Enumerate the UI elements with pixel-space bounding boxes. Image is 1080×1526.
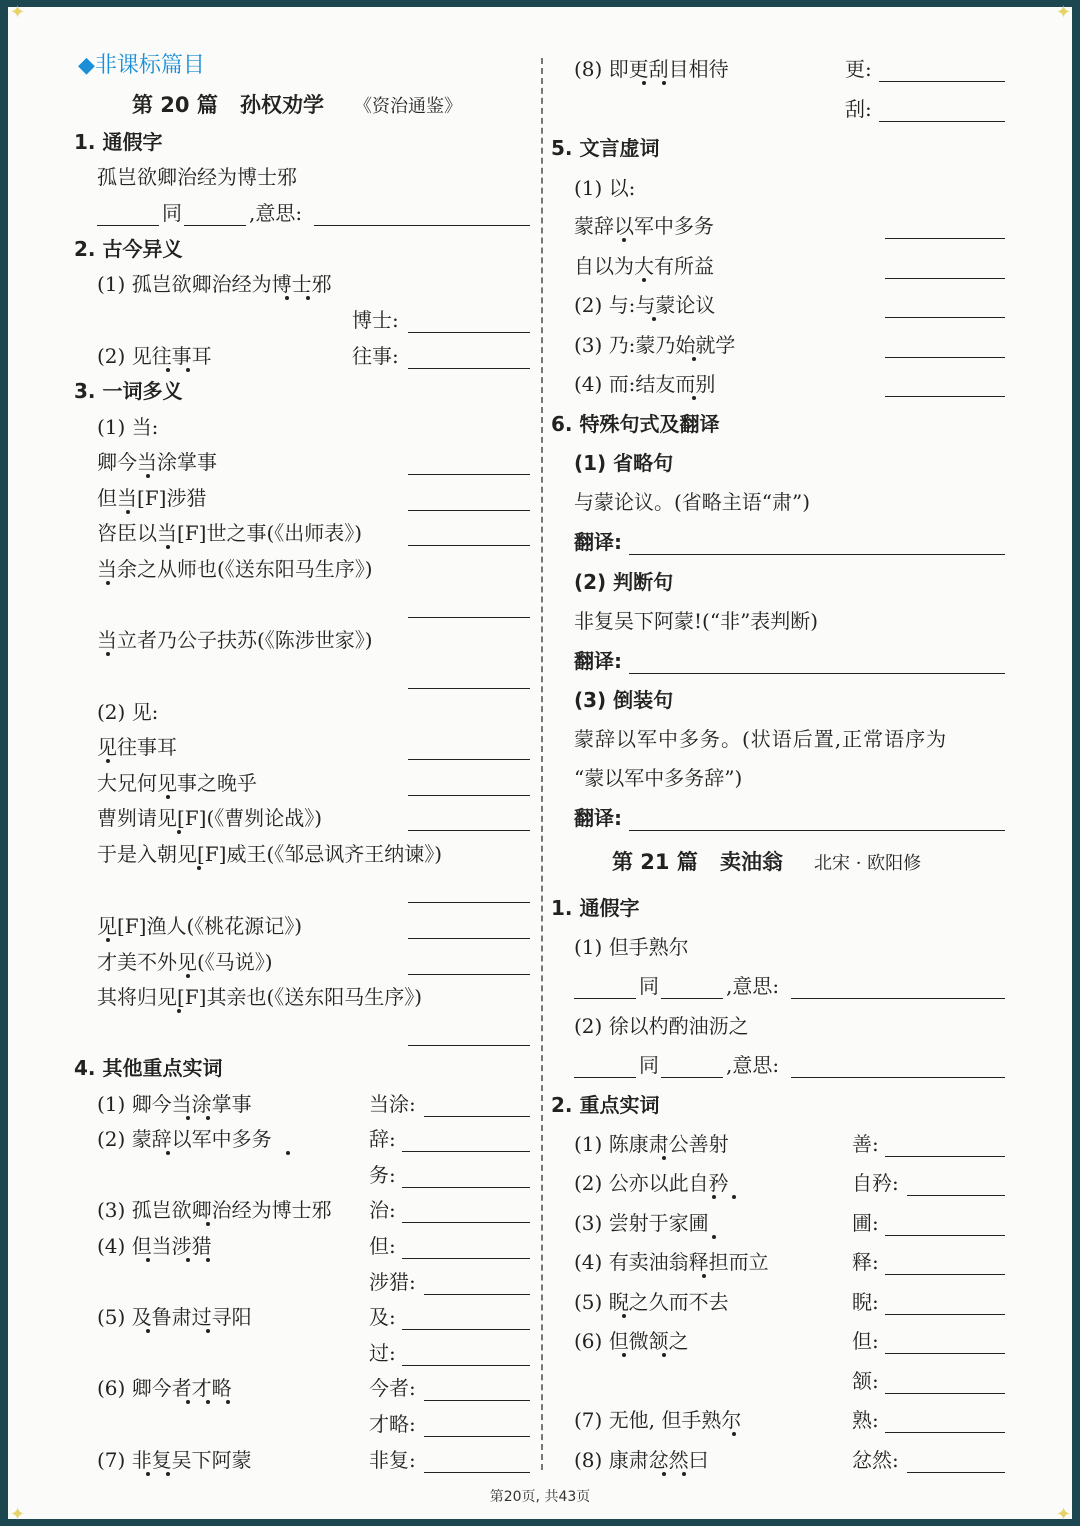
- emphasis-dot: [177, 1009, 181, 1013]
- section-heading: 2. 古今异义: [74, 237, 183, 261]
- page-footer: 第20页, 共43页: [489, 1489, 591, 1505]
- question-text: (2) 蒙辞以军中多务: [97, 1127, 272, 1151]
- answer-blank[interactable]: [661, 998, 723, 999]
- question-text: 于是入朝见[F]威王(《邹忌讽齐王纳谏》): [97, 842, 443, 866]
- worksheet-page: [8, 7, 1072, 1519]
- emphasis-dot: [166, 1151, 170, 1155]
- question-text: (5) 睨之久而不去: [574, 1290, 729, 1314]
- answer-blank[interactable]: [408, 332, 530, 333]
- label-meaning: ,意思:: [249, 201, 303, 225]
- term-label: 颔:: [852, 1369, 879, 1393]
- term-label: 但:: [369, 1234, 396, 1258]
- sub-heading: (1) 省略句: [574, 451, 674, 475]
- question-text: (2) 见:: [97, 700, 159, 724]
- emphasis-dot: [732, 1195, 736, 1199]
- answer-blank[interactable]: [791, 998, 1005, 999]
- emphasis-dot: [146, 1472, 150, 1476]
- answer-blank[interactable]: [629, 554, 1005, 555]
- emphasis-dot: [206, 1222, 210, 1226]
- answer-blank[interactable]: [885, 1314, 1005, 1315]
- emphasis-dot: [286, 1151, 290, 1155]
- question-text: (1) 但手熟尔: [574, 935, 689, 959]
- answer-blank[interactable]: [408, 688, 530, 689]
- label-translate: 翻译:: [574, 530, 622, 554]
- answer-blank[interactable]: [885, 396, 1005, 397]
- corner-star-icon: ✦: [10, 2, 26, 23]
- label-tong: 同: [639, 1053, 659, 1077]
- section-heading: 5. 文言虚词: [551, 136, 660, 160]
- question-text: 当立者乃公子扶苏(《陈涉世家》): [97, 628, 373, 652]
- label-tong: 同: [162, 201, 182, 225]
- answer-blank[interactable]: [885, 1353, 1005, 1354]
- question-text: (7) 无他, 但手熟尔: [574, 1408, 742, 1432]
- answer-blank[interactable]: [885, 1156, 1005, 1157]
- answer-blank[interactable]: [402, 1187, 530, 1188]
- lesson-title: 卖油翁: [720, 850, 783, 874]
- term-label: 博士:: [352, 308, 399, 332]
- emphasis-dot: [197, 866, 201, 870]
- question-text: (8) 即更刮目相待: [574, 57, 729, 81]
- emphasis-dot: [146, 1329, 150, 1333]
- emphasis-dot: [146, 1258, 150, 1262]
- term-label: 非复:: [369, 1448, 416, 1472]
- question-text: (4) 而:结友而别: [574, 372, 716, 396]
- emphasis-dot: [106, 759, 110, 763]
- question-text: 与蒙论议。(省略主语“肃”): [574, 490, 811, 514]
- term-label: 今者:: [369, 1376, 416, 1400]
- term-label: 自矜:: [852, 1171, 899, 1195]
- emphasis-dot: [226, 1400, 230, 1404]
- term-label: 睨:: [852, 1290, 879, 1314]
- emphasis-dot: [662, 1353, 666, 1357]
- emphasis-dot: [177, 830, 181, 834]
- answer-blank[interactable]: [402, 1151, 530, 1152]
- answer-blank[interactable]: [424, 1400, 530, 1401]
- answer-blank[interactable]: [629, 830, 1005, 831]
- emphasis-dot: [166, 795, 170, 799]
- term-label: 熟:: [852, 1408, 879, 1432]
- question-text: 曹刿请见[F](《曹刿论战》): [97, 806, 323, 830]
- answer-blank[interactable]: [424, 1436, 530, 1437]
- question-text: (2) 公亦以此自矜: [574, 1171, 729, 1195]
- question-text: (2) 与:与蒙论议: [574, 293, 716, 317]
- label-tong: 同: [639, 974, 659, 998]
- term-label: 过:: [369, 1341, 396, 1365]
- sub-heading: (2) 判断句: [574, 570, 674, 594]
- question-text: (4) 有卖油翁释担而立: [574, 1250, 769, 1274]
- emphasis-dot: [285, 296, 289, 300]
- answer-blank[interactable]: [879, 81, 1005, 82]
- label-translate: 翻译:: [574, 649, 622, 673]
- question-text: (1) 卿今当涂掌事: [97, 1092, 252, 1116]
- section-heading: 6. 特殊句式及翻译: [551, 412, 720, 436]
- answer-blank[interactable]: [885, 278, 1005, 279]
- corner-star-icon: ✦: [10, 1504, 26, 1525]
- question-text: 蒙辞以军中多务: [574, 214, 714, 238]
- answer-blank[interactable]: [402, 1222, 530, 1223]
- question-text: 见[F]渔人(《桃花源记》): [97, 914, 303, 938]
- emphasis-dot: [306, 296, 310, 300]
- term-label: 及:: [369, 1305, 396, 1329]
- column-divider: [541, 58, 543, 1470]
- question-text: 但当[F]涉猎: [97, 486, 207, 510]
- term-label: 治:: [369, 1198, 396, 1222]
- question-text: (3) 尝射于家圃: [574, 1211, 709, 1235]
- answer-blank[interactable]: [408, 938, 530, 939]
- emphasis-dot: [146, 474, 150, 478]
- answer-blank[interactable]: [408, 902, 530, 903]
- term-label: 往事:: [352, 344, 399, 368]
- emphasis-dot: [702, 1274, 706, 1278]
- answer-blank[interactable]: [885, 317, 1005, 318]
- section-heading: 1. 通假字: [551, 896, 640, 920]
- emphasis-dot: [732, 1432, 736, 1436]
- answer-blank[interactable]: [885, 238, 1005, 239]
- term-label: 更:: [845, 57, 872, 81]
- answer-blank[interactable]: [424, 1116, 530, 1117]
- question-text: (1) 当:: [97, 415, 159, 439]
- emphasis-dot: [206, 1116, 210, 1120]
- question-text: (3) 孤岂欲卿治经为博士邪: [97, 1198, 332, 1222]
- question-text: (4) 但当涉猎: [97, 1234, 212, 1258]
- question-text: (8) 康肃忿然曰: [574, 1448, 709, 1472]
- question-text: (6) 但微颔之: [574, 1329, 689, 1353]
- question-text: 咨臣以当[F]世之事(《出师表》): [97, 521, 363, 545]
- answer-blank[interactable]: [629, 673, 1005, 674]
- emphasis-dot: [206, 1400, 210, 1404]
- emphasis-dot: [652, 317, 656, 321]
- label-meaning: ,意思:: [726, 1053, 780, 1077]
- question-text: 孤岂欲卿治经为博士邪: [97, 165, 297, 189]
- question-text: (3) 乃:蒙乃始就学: [574, 333, 736, 357]
- section-heading: 1. 通假字: [74, 130, 163, 154]
- answer-blank[interactable]: [408, 510, 530, 511]
- emphasis-dot: [106, 652, 110, 656]
- question-text: 非复吴下阿蒙!(“非”表判断): [574, 609, 819, 633]
- emphasis-dot: [186, 1400, 190, 1404]
- question-text: 卿今当涂掌事: [97, 450, 217, 474]
- sub-heading: (3) 倒装句: [574, 688, 674, 712]
- term-label: 释:: [852, 1250, 879, 1274]
- question-text: (6) 卿今者才略: [97, 1376, 232, 1400]
- answer-blank[interactable]: [184, 225, 246, 226]
- emphasis-dot: [186, 1258, 190, 1262]
- emphasis-dot: [106, 938, 110, 942]
- answer-blank[interactable]: [408, 795, 530, 796]
- question-text: (2) 徐以杓酌油沥之: [574, 1014, 749, 1038]
- answer-blank[interactable]: [885, 357, 1005, 358]
- question-text: 蒙辞以军中多务。(状语后置,正常语序为: [574, 727, 948, 751]
- term-label: 但:: [852, 1329, 879, 1353]
- section-heading: 4. 其他重点实词: [74, 1056, 223, 1080]
- term-label: 忿然:: [852, 1448, 899, 1472]
- answer-blank[interactable]: [408, 474, 530, 475]
- answer-blank[interactable]: [907, 1195, 1005, 1196]
- section-heading: 3. 一词多义: [74, 379, 183, 403]
- term-label: 善:: [852, 1132, 879, 1156]
- question-text: 其将归见[F]其亲也(《送东阳马生序》): [97, 985, 423, 1009]
- answer-blank[interactable]: [574, 1077, 636, 1078]
- emphasis-dot: [126, 510, 130, 514]
- label-translate: 翻译:: [574, 806, 622, 830]
- emphasis-dot: [622, 1314, 626, 1318]
- lesson-number: 第 21 篇: [612, 850, 698, 874]
- term-label: 当涂:: [369, 1092, 416, 1116]
- answer-blank[interactable]: [402, 1258, 530, 1259]
- answer-blank[interactable]: [408, 974, 530, 975]
- emphasis-dot: [166, 1472, 170, 1476]
- emphasis-dot: [622, 238, 626, 242]
- question-text: 自以为大有所益: [574, 254, 714, 278]
- emphasis-dot: [692, 357, 696, 361]
- corner-star-icon: ✦: [1056, 2, 1072, 23]
- emphasis-dot: [662, 81, 666, 85]
- question-text: (7) 非复吴下阿蒙: [97, 1448, 252, 1472]
- answer-blank[interactable]: [402, 1365, 530, 1366]
- emphasis-dot: [662, 1156, 666, 1160]
- lesson-source: 《资治通鉴》: [354, 96, 462, 117]
- emphasis-dot: [642, 278, 646, 282]
- answer-blank[interactable]: [574, 998, 636, 999]
- emphasis-dot: [642, 81, 646, 85]
- answer-blank[interactable]: [408, 830, 530, 831]
- emphasis-dot: [622, 1353, 626, 1357]
- emphasis-dot: [662, 1472, 666, 1476]
- emphasis-dot: [692, 396, 696, 400]
- answer-blank[interactable]: [402, 1329, 530, 1330]
- section-tag: ◆非课标篇目: [78, 53, 205, 78]
- answer-blank[interactable]: [408, 1045, 530, 1046]
- term-label: 刮:: [845, 97, 872, 121]
- emphasis-dot: [206, 1258, 210, 1262]
- emphasis-dot: [186, 974, 190, 978]
- emphasis-dot: [682, 1472, 686, 1476]
- answer-blank[interactable]: [791, 1077, 1005, 1078]
- answer-blank[interactable]: [661, 1077, 723, 1078]
- emphasis-dot: [712, 1195, 716, 1199]
- answer-blank[interactable]: [424, 1472, 530, 1473]
- label-meaning: ,意思:: [726, 974, 780, 998]
- answer-blank[interactable]: [408, 368, 530, 369]
- answer-blank[interactable]: [907, 1472, 1005, 1473]
- answer-blank[interactable]: [408, 759, 530, 760]
- answer-blank[interactable]: [879, 121, 1005, 122]
- question-text: 当余之从师也(《送东阳马生序》): [97, 557, 373, 581]
- answer-blank[interactable]: [408, 545, 530, 546]
- section-heading: 2. 重点实词: [551, 1093, 660, 1117]
- answer-blank[interactable]: [885, 1274, 1005, 1275]
- lesson-title: 孙权劝学: [240, 93, 324, 117]
- lesson-source: 北宋 · 欧阳修: [814, 853, 922, 874]
- answer-blank[interactable]: [885, 1235, 1005, 1236]
- answer-blank[interactable]: [885, 1393, 1005, 1394]
- emphasis-dot: [712, 1235, 716, 1239]
- question-text: “蒙以军中多务辞”): [574, 766, 743, 790]
- term-label: 辞:: [369, 1127, 396, 1151]
- emphasis-dot: [206, 1329, 210, 1333]
- question-text: 大兄何见事之晚乎: [97, 771, 257, 795]
- term-label: 圃:: [852, 1211, 879, 1235]
- question-text: (1) 以:: [574, 176, 636, 200]
- emphasis-dot: [186, 368, 190, 372]
- corner-star-icon: ✦: [1056, 1504, 1072, 1525]
- emphasis-dot: [166, 368, 170, 372]
- answer-blank[interactable]: [314, 225, 530, 226]
- emphasis-dot: [166, 545, 170, 549]
- term-label: 才略:: [369, 1412, 416, 1436]
- answer-blank[interactable]: [885, 1432, 1005, 1433]
- answer-blank[interactable]: [424, 1294, 530, 1295]
- emphasis-dot: [186, 1116, 190, 1120]
- lesson-number: 第 20 篇: [132, 93, 218, 117]
- question-text: 才美不外见(《马说》): [97, 950, 273, 974]
- term-label: 涉猎:: [369, 1270, 416, 1294]
- answer-blank[interactable]: [408, 617, 530, 618]
- question-text: (1) 陈康肃公善射: [574, 1132, 729, 1156]
- question-text: (2) 见往事耳: [97, 344, 212, 368]
- question-text: 见往事耳: [97, 735, 177, 759]
- term-label: 务:: [369, 1163, 396, 1187]
- emphasis-dot: [106, 581, 110, 585]
- answer-blank[interactable]: [97, 225, 159, 226]
- question-text: (5) 及鲁肃过寻阳: [97, 1305, 252, 1329]
- question-text: (1) 孤岂欲卿治经为博士邪: [97, 272, 332, 296]
